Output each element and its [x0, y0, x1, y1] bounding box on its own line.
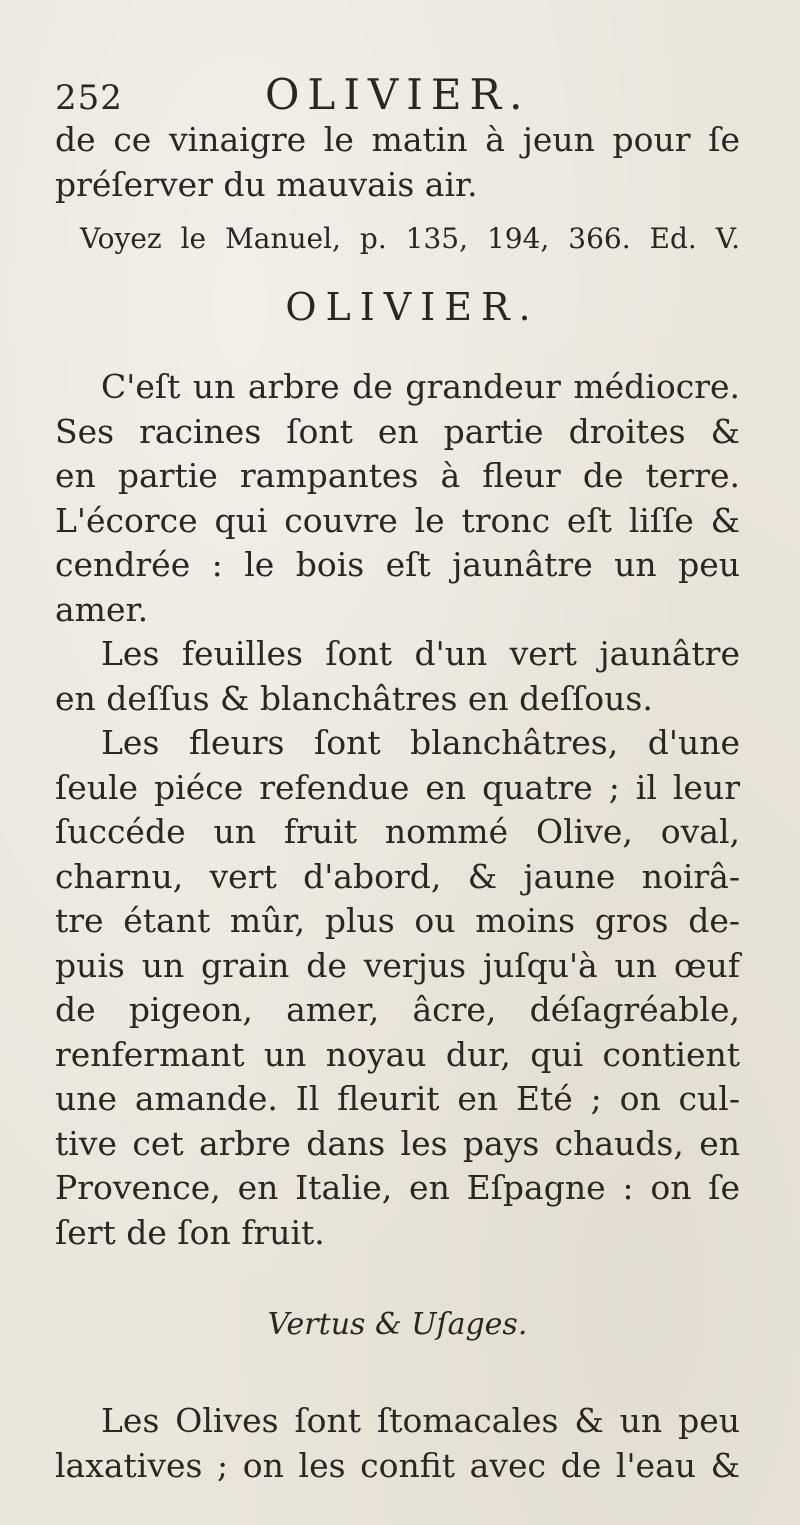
text-line: Ses racines ſont en partie droites & [55, 411, 740, 451]
text-line: de ce vinaigre le matin à jeun pour ſe [55, 120, 740, 159]
text-line: C'eſt un arbre de grandeur médiocre. [101, 367, 740, 406]
text-line: ſert de ſon fruit. [55, 1212, 325, 1252]
uses-text [55, 1399, 740, 1488]
manual-reference: Voyez le Manuel, p. 135, 194, 366. Ed. V. [80, 222, 740, 255]
text-line: charnu, vert d'abord, & jaune noirâ- [55, 856, 740, 896]
text-line: Provence, en Italie, en Eſpagne : on ſe [55, 1168, 740, 1207]
text-line: en partie rampantes à fleur de terre. [55, 456, 740, 495]
carryover-paragraph [55, 118, 740, 207]
running-head [55, 70, 740, 118]
text-line: amer. [55, 589, 149, 629]
text-line: puis un grain de verjus juſqu'à un œuf [55, 945, 740, 985]
text-line: tre étant mûr, plus ou moins gros de- [55, 901, 740, 940]
text-line: de pigeon, amer, âcre, déſagréable, [55, 990, 740, 1029]
text-line: en deſſus & blanchâtres en deſſous. [55, 678, 653, 718]
text-line: ſuccéde un fruit nommé Olive, oval, [55, 812, 740, 851]
running-title: OLIVIER. [265, 70, 531, 119]
text-line: cendrée : le bois eſt jaunâtre un peu [55, 545, 740, 584]
text-line: Les feuilles ſont d'un vert jaunâtre [101, 634, 740, 673]
text-line: préſerver du mauvais air. [55, 164, 478, 204]
sub-heading: Vertus & Uſages. [267, 1307, 528, 1342]
text-line: renfermant un noyau dur, qui contient [55, 1034, 740, 1074]
text-line: tive cet arbre dans les pays chauds, en [55, 1123, 740, 1163]
text-line: laxatives ; on les confit avec de l'eau & [55, 1445, 740, 1485]
text-line: Les fleurs ſont blanchâtres, d'une [101, 723, 740, 762]
text-line: Les Olives ſont ſtomacales & un peu [101, 1401, 740, 1440]
section-title: OLIVIER. [285, 285, 540, 329]
text-line: L'écorce qui couvre le tronc eſt liſſe & [55, 500, 740, 540]
text-line: une amande. Il fleurit en Eté ; on cul- [55, 1079, 740, 1118]
page-number: 252 [55, 78, 123, 118]
text-line: ſeule piéce refendue en quatre ; il leur [55, 767, 740, 807]
description-text [55, 365, 740, 1255]
